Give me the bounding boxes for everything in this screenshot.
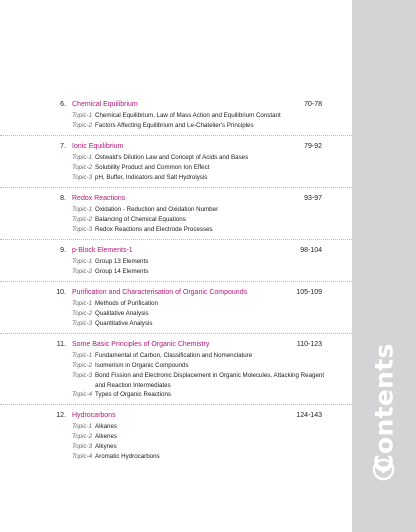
topic-item	[0, 205, 352, 215]
chapter-number: 10.	[56, 289, 66, 296]
chapter-title[interactable]: Purification and Characterisation of Organic Compounds	[72, 289, 248, 296]
topic-label: Topic-1	[72, 352, 93, 359]
topic-item	[0, 121, 352, 131]
topic-text: Redox Reactions and Electrode Processes	[95, 226, 213, 233]
chapter-pages: 93-97	[304, 195, 322, 202]
topic-label: Topic-1	[72, 258, 93, 265]
topic-item	[0, 390, 352, 400]
chapter-pages: 98-104	[300, 247, 322, 254]
chapter-number: 11.	[56, 341, 66, 348]
chapter-entry	[0, 99, 352, 136]
topic-label: Topic-2	[72, 310, 93, 317]
topic-label: Topic-2	[72, 268, 93, 275]
topic-label: Topic-2	[72, 362, 93, 369]
topic-text: Alkynes	[95, 443, 117, 450]
chapter-number: 9.	[60, 247, 66, 254]
chapter-entry	[0, 245, 352, 282]
topic-label: Topic-1	[72, 112, 93, 119]
topic-label: Topic-1	[72, 154, 93, 161]
topic-label: Topic-3	[72, 372, 93, 379]
chapter-entry	[0, 410, 352, 466]
chapter-pages: 79-92	[304, 143, 322, 150]
topic-item	[0, 319, 352, 329]
chapter-title[interactable]: Some Basic Principles of Organic Chemistry	[72, 341, 210, 348]
topic-item	[0, 267, 352, 277]
topic-item	[0, 111, 352, 121]
topic-label: Topic-1	[72, 206, 93, 213]
chapter-number: 7.	[60, 143, 66, 150]
chapter-header	[0, 99, 352, 111]
topic-label: Topic-4	[72, 453, 93, 460]
chapter-header	[0, 141, 352, 153]
topic-text: Ostwald's Dilution Law and Concept of Acids and Bases	[95, 154, 249, 161]
topic-text: Group 14 Elements	[95, 268, 149, 275]
topic-text: Aromatic Hydrocarbons	[95, 453, 160, 460]
chapter-title[interactable]: Ionic Equilibrium	[72, 143, 124, 150]
topic-item	[0, 299, 352, 309]
chapter-entry	[0, 339, 352, 405]
topic-item	[0, 309, 352, 319]
topic-item	[0, 257, 352, 267]
chapter-pages: 70-78	[304, 101, 322, 108]
topic-label: Topic-3	[72, 443, 93, 450]
topic-label: Topic-2	[72, 216, 93, 223]
topic-item	[0, 351, 352, 361]
chapter-title[interactable]: Hydrocarbons	[72, 412, 116, 419]
topic-label: Topic-1	[72, 300, 93, 307]
topic-item	[0, 442, 352, 452]
topic-label: Topic-1	[72, 423, 93, 430]
topic-text: Factors Affecting Equilibrium and Le-Chatelier's Principles	[95, 122, 254, 129]
topic-text: Isomerism in Organic Compounds	[95, 362, 189, 369]
topic-text: Alkanes	[95, 423, 118, 430]
chapter-header	[0, 245, 352, 257]
chapter-header	[0, 410, 352, 422]
topic-text: Types of Organic Reactions	[95, 391, 172, 398]
topic-label: Topic-2	[72, 433, 93, 440]
chapter-header	[0, 193, 352, 205]
topic-item	[0, 371, 352, 390]
topic-item	[0, 163, 352, 173]
topic-label: Topic-3	[72, 226, 93, 233]
topic-text: Chemical Equilibrium, Law of Mass Action and Equilibrium Constant	[95, 112, 281, 119]
table-of-contents	[0, 99, 352, 471]
topic-label: Topic-2	[72, 122, 93, 129]
chapter-number: 8.	[60, 195, 66, 202]
topic-label: Topic-2	[72, 164, 93, 171]
topic-item	[0, 153, 352, 163]
chapter-entry	[0, 141, 352, 188]
chapter-number: 12.	[56, 412, 66, 419]
chapter-entry	[0, 193, 352, 240]
chapter-header	[0, 339, 352, 351]
topic-label: Topic-3	[72, 174, 93, 181]
topic-item	[0, 432, 352, 442]
topic-text: Group 13 Elements	[95, 258, 149, 265]
chapter-number: 6.	[60, 101, 66, 108]
topic-item	[0, 452, 352, 462]
topic-item	[0, 215, 352, 225]
topic-text: Oxidation - Reduction and Oxidation Number	[95, 206, 219, 213]
topic-text: Solubility Product and Common Ion Effect	[95, 164, 210, 171]
topic-text: Quantitative Analysis	[95, 320, 153, 327]
topic-text: Methods of Purification	[95, 300, 158, 307]
chapter-pages: 124-143	[296, 412, 322, 419]
sidebar-contents-label: Contents	[369, 343, 399, 473]
topic-text: Alkenes	[95, 433, 118, 440]
chapter-header	[0, 287, 352, 299]
chevron-right-circle-icon	[372, 458, 395, 481]
chapter-pages: 105-109	[296, 289, 322, 296]
chapter-pages: 110-123	[296, 341, 322, 348]
chapter-entry	[0, 287, 352, 334]
topic-text: Bond Fission and Electronic Displacement in Organic Molecules, Attacking Reagent and Reaction Intermediates	[95, 372, 325, 389]
topic-item	[0, 422, 352, 432]
contents-sidebar	[352, 0, 416, 532]
chapter-title[interactable]: p-Block Elements-1	[72, 247, 133, 254]
topic-text: Qualitative Analysis	[95, 310, 149, 317]
topic-text: pH, Buffer, Indicators and Salt Hydrolysis	[95, 174, 208, 181]
topic-item	[0, 173, 352, 183]
topic-label: Topic-3	[72, 320, 93, 327]
topic-label: Topic-4	[72, 391, 93, 398]
chapter-title[interactable]: Redox Reactions	[72, 195, 126, 202]
topic-text: Balancing of Chemical Equations	[95, 216, 186, 223]
topic-item	[0, 361, 352, 371]
topic-text: Fundamental of Carbon, Classification and Nomenclature	[95, 352, 253, 359]
topic-item	[0, 225, 352, 235]
chapter-title[interactable]: Chemical Equilibrium	[72, 101, 138, 108]
